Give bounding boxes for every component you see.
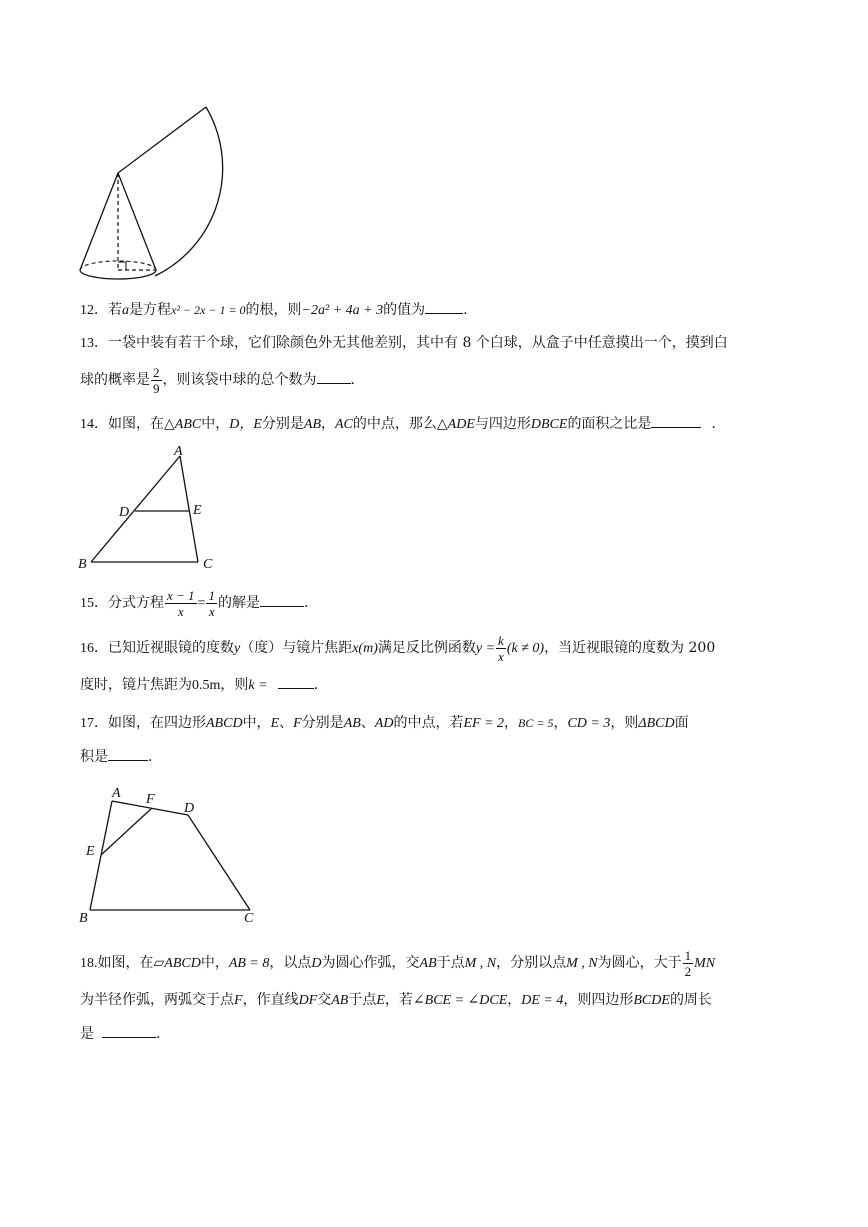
q14-text: 如图，在 (108, 416, 164, 432)
label-C: C (203, 557, 213, 572)
q16-k: k = (248, 678, 268, 693)
q17-end: . (148, 749, 153, 765)
q17-segment: AB (343, 716, 361, 731)
q16-number: 16． (80, 641, 108, 656)
q16-text: ，则 (220, 677, 249, 693)
q17-quad: ABCD (206, 716, 243, 731)
question-16 (80, 628, 792, 702)
q17-point-e: E (270, 716, 280, 731)
label-B: B (78, 557, 87, 572)
answer-blank[interactable] (651, 413, 701, 428)
answer-blank[interactable] (278, 674, 314, 689)
q17-text: 如图，在四边形 (108, 715, 206, 731)
question-18 (80, 943, 792, 1051)
label-D: D (119, 505, 130, 520)
question-14 (80, 407, 792, 441)
q14-end: ． (711, 416, 726, 432)
q16-var-x: x(m) (352, 641, 378, 656)
q14-number: 14． (80, 417, 108, 432)
q18-ab: AB = 8 (228, 956, 270, 971)
q15-fraction-right: $\frac{1}{x}$ (208, 587, 215, 619)
q17-text: 分别是 (301, 715, 344, 731)
q18-text: 为圆心作弧，交 (321, 955, 420, 971)
q12-var-a: a (122, 303, 129, 318)
q17-text: ， (504, 715, 519, 731)
q12-text: 的值为 (383, 302, 426, 318)
label-D: D (184, 801, 195, 816)
q18-text: 为圆心，大于 (597, 955, 682, 971)
q16-end: . (313, 677, 319, 693)
answer-blank[interactable] (425, 299, 463, 314)
q14-text: 的面积之比是 (567, 416, 652, 432)
q15-text: 分式方程 (108, 595, 164, 611)
q18-line: DF (298, 993, 318, 1008)
q14-text: 分别是 (261, 416, 304, 432)
q17-text: 、 (360, 715, 375, 731)
label-E: E (193, 503, 202, 518)
q18-point-e: E (376, 993, 385, 1008)
q18-parallelogram: ▱ABCD (153, 956, 201, 971)
label-F: F (146, 792, 155, 807)
q17-text: 的中点，若 (393, 715, 464, 731)
answer-blank[interactable] (102, 1023, 156, 1038)
q17-text: 中， (242, 715, 271, 731)
q12-text: 是方程 (129, 302, 171, 318)
q18-quad: BCDE (633, 993, 670, 1008)
q18-text: 于点 (436, 955, 465, 971)
question-17 (80, 706, 792, 774)
q18-points: M , N (464, 956, 497, 971)
q18-text: 交 (317, 992, 332, 1008)
q17-text: 积是 (80, 749, 108, 765)
q13-text: ，则该袋中球的总个数为 (162, 372, 317, 388)
q14-text: 与四边形 (474, 416, 531, 432)
q16-text: （度）与镜片焦距 (240, 640, 353, 656)
answer-blank[interactable] (108, 746, 148, 761)
label-E: E (86, 844, 95, 859)
q17-cd: CD = 3 (567, 716, 611, 731)
q14-text: 的中点，那么 (352, 416, 437, 432)
q12-equation: x² − 2x − 1 = 0 (171, 303, 246, 317)
q16-var-y: y (234, 641, 241, 656)
q18-text: 于点 (348, 992, 377, 1008)
q16-text: 满足反比例函数 (377, 640, 476, 656)
answer-blank[interactable] (317, 369, 351, 384)
q18-text: ，以点 (269, 955, 312, 971)
q13-text: 一袋中装有若干个球，它们除颜色外无其他差别，其中有 8 个白球，从盒子中任意摸出一个，摸到白 (108, 335, 728, 351)
q12-text: 若 (108, 302, 122, 318)
label-C: C (244, 911, 254, 926)
q12-end: . (463, 302, 468, 318)
q15-text: 的解是 (217, 595, 260, 611)
q18-text: 的周长 (669, 992, 712, 1008)
q14-segment: AB (303, 417, 321, 432)
q18-text: ，作直线 (242, 992, 299, 1008)
q16-func-condition: (k ≠ 0) (506, 641, 545, 656)
q18-text: 中， (200, 955, 229, 971)
q17-triangle: ΔBCD (638, 716, 675, 731)
q13-end: . (350, 372, 355, 388)
label-A: A (174, 444, 183, 459)
q12-number: 12． (80, 303, 108, 318)
q13-number: 13． (80, 336, 108, 351)
q18-segment: AB (331, 993, 349, 1008)
q18-half: $\frac{1}{2}$ (684, 947, 692, 979)
q18-segment: AB (419, 956, 437, 971)
q16-text: ，当近视眼镜的度数为 200 (544, 640, 716, 656)
q16-func-lhs: y = (475, 641, 496, 656)
q16-text: 已知近视眼镜的度数 (108, 640, 234, 656)
q18-angle: ∠BCE = ∠DCE (412, 993, 508, 1008)
q18-text: 如图，在 (97, 955, 154, 971)
label-B: B (79, 911, 88, 926)
q17-segment: AD (374, 716, 394, 731)
q15-end: . (303, 595, 309, 611)
q12-expression: −2a² + 4a + 3 (301, 303, 384, 318)
q18-end: . (156, 1026, 161, 1042)
q18-points: M , N (566, 956, 598, 971)
q17-number: 17． (80, 716, 108, 731)
question-13 (80, 326, 792, 400)
q13-fraction: $\frac{2}{9}$ (153, 364, 160, 396)
triangle-figure (74, 442, 234, 577)
q15-fraction-left: $\frac{x - 1}{x}$ (167, 587, 195, 619)
q18-text: ，若 (384, 992, 413, 1008)
q16-focal: 0.5m (192, 678, 221, 693)
q16-text: 度时，镜片焦距为 (80, 677, 192, 693)
q14-text: 中， (201, 416, 230, 432)
q12-text: 的根，则 (245, 302, 302, 318)
q14-segment: AC (335, 417, 353, 432)
quadrilateral-figure (76, 780, 266, 930)
q17-text: 面 (674, 715, 689, 731)
question-15 (80, 583, 792, 623)
q18-point-d: D (311, 956, 322, 971)
q18-text: ， (507, 992, 522, 1008)
q14-quad: DBCE (530, 417, 568, 432)
q17-text: ， (553, 715, 568, 731)
q17-text: 、 (279, 715, 294, 731)
q14-points: D，E (229, 417, 262, 432)
q18-text: 为半径作弧，两弧交于点 (80, 992, 234, 1008)
q18-segment: MN (694, 956, 716, 971)
q17-text: ，则 (610, 715, 639, 731)
q13-text: 球的概率是 (80, 372, 150, 388)
question-12 (80, 293, 792, 327)
cone-sector-figure (70, 100, 240, 290)
q17-ef: EF = 2 (463, 716, 505, 731)
q18-de: DE = 4 (521, 993, 564, 1008)
q18-text: ，则四边形 (563, 992, 634, 1008)
q18-text: ，分别以点 (496, 955, 567, 971)
q14-text: ， (321, 416, 335, 432)
label-A: A (112, 786, 121, 801)
q18-number: 18. (80, 956, 98, 971)
q14-triangle: △ABC (164, 417, 202, 432)
q18-point-f: F (234, 993, 243, 1008)
answer-blank[interactable] (260, 592, 304, 607)
q15-equals: = (197, 596, 206, 611)
q18-text: 是 (80, 1026, 94, 1042)
q15-number: 15． (80, 596, 108, 611)
q17-point-f: F (293, 716, 302, 731)
q14-triangle: △ADE (436, 417, 475, 432)
q16-func-fraction: $\frac{k}{x}$ (498, 632, 504, 664)
q17-bc: BC = 5 (518, 716, 554, 730)
